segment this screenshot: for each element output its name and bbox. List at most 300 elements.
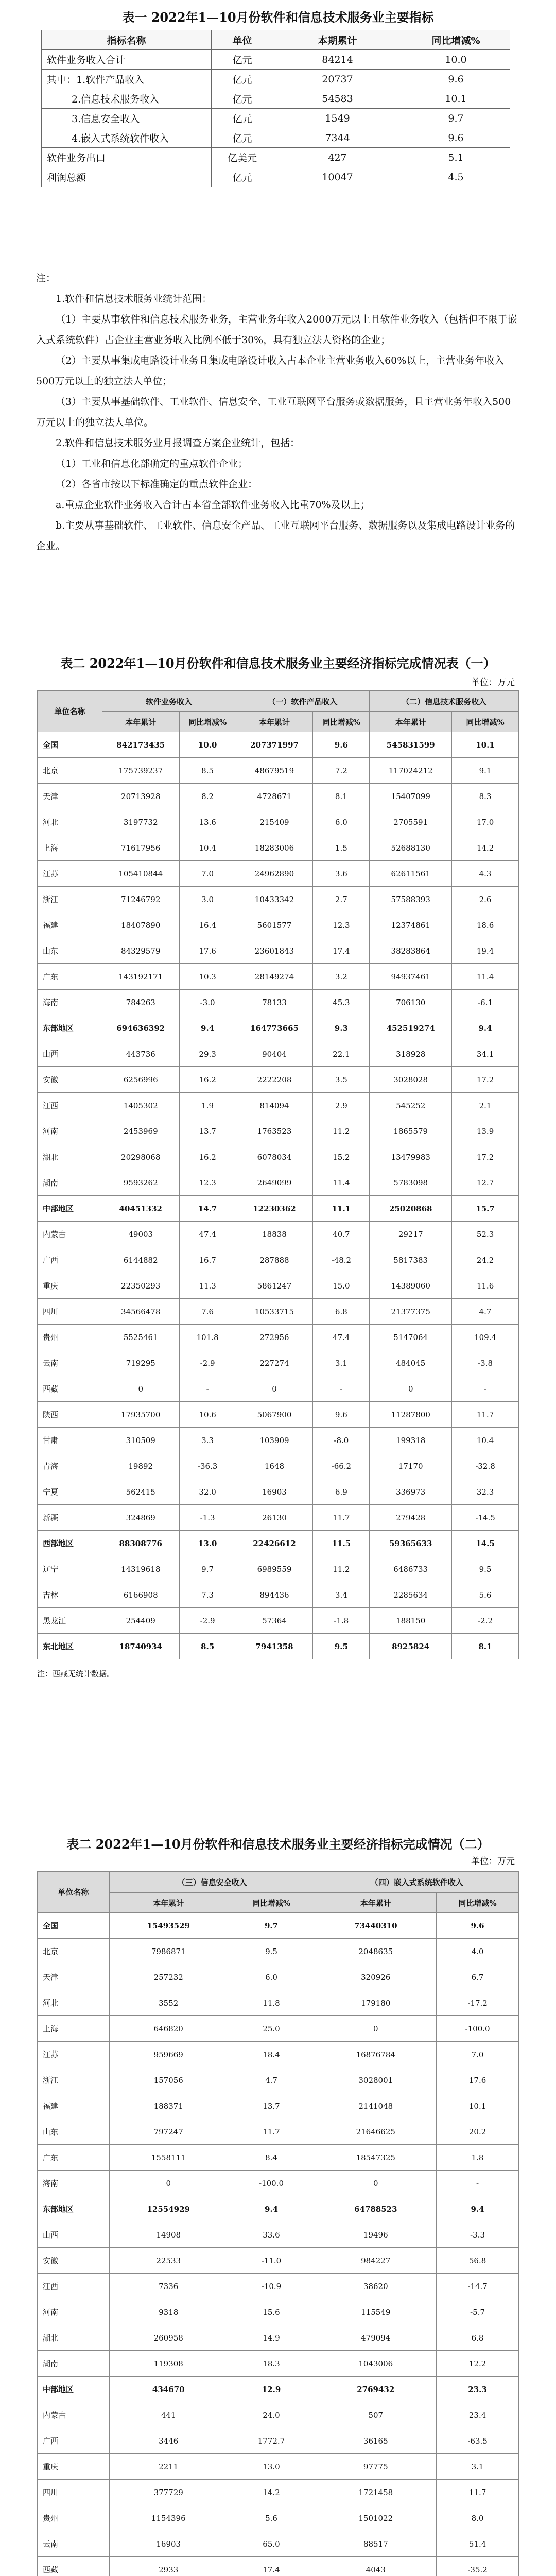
table2-cell-total: 18407890 xyxy=(102,912,179,938)
table3-cell-growth: - xyxy=(437,2171,519,2196)
table2-cell-growth: 16.4 xyxy=(179,912,236,938)
table2-row xyxy=(38,1299,519,1325)
table2-cell-growth: 8.1 xyxy=(452,1634,519,1659)
table3-cell-region: 浙江 xyxy=(38,2067,110,2093)
table2-cell-growth: 22.1 xyxy=(313,1041,370,1067)
table2-row xyxy=(38,1144,519,1170)
note-line: （1）主要从事软件和信息技术服务业务，主营业务年收入2000万元以上且软件业务收入（包括但不限于嵌入式系统软件）占企业主营业务收入比例不低于30%，具有独立法人资格的企业； xyxy=(36,314,517,346)
table2-cell-growth: -6.1 xyxy=(452,990,519,1015)
table2-cell-region: 河北 xyxy=(38,809,102,835)
table2-cell-growth: 7.0 xyxy=(179,861,236,887)
table2-cell-growth: 17.4 xyxy=(313,938,370,964)
table2-cell-total: 199318 xyxy=(370,1428,452,1453)
table2-row xyxy=(38,1041,519,1067)
table2-cell-total: 17935700 xyxy=(102,1402,179,1428)
table2-cell-growth: 12.7 xyxy=(452,1170,519,1196)
table2-cell-total: 175739237 xyxy=(102,758,179,784)
table2-group-service: （二）信息技术服务收入 xyxy=(370,691,519,712)
table2-cell-growth: 109.4 xyxy=(452,1325,519,1350)
table2-row xyxy=(38,887,519,912)
table3-cell-growth: 12.2 xyxy=(437,2351,519,2377)
table2-cell-region: 山东 xyxy=(38,938,102,964)
table3-sub-growth: 同比增减% xyxy=(228,1893,315,1913)
table2-group-row xyxy=(38,691,519,712)
table2-cell-total: 10533715 xyxy=(236,1299,313,1325)
table3-cell-region: 西藏 xyxy=(38,2557,110,2576)
table2-cell-growth: 13.9 xyxy=(452,1118,519,1144)
table3-group-row xyxy=(38,1872,519,1893)
table2-row xyxy=(38,912,519,938)
notes-label: 注： xyxy=(36,273,56,284)
table2-cell-growth: 16.2 xyxy=(179,1144,236,1170)
table2-unit-label: 单位：万元 xyxy=(471,677,515,688)
table2-cell-region: 广东 xyxy=(38,964,102,990)
table2-cell-total: 227274 xyxy=(236,1350,313,1376)
table2-cell-growth: 3.5 xyxy=(313,1067,370,1093)
table3-row xyxy=(38,1990,519,2016)
table3-cell-total: 64788523 xyxy=(315,2196,437,2222)
table2-cell-region: 吉林 xyxy=(38,1582,102,1608)
table1-cell-growth: 9.6 xyxy=(402,70,510,89)
table3-cell-total: 115549 xyxy=(315,2299,437,2325)
table3-cell-total: 377729 xyxy=(109,2480,228,2505)
table2-cell-total: 94937461 xyxy=(370,964,452,990)
table2-cell-total: 2285634 xyxy=(370,1582,452,1608)
table3-cell-total: 434670 xyxy=(109,2377,228,2402)
table3-cell-total: 507 xyxy=(315,2402,437,2428)
table3-row xyxy=(38,2505,519,2531)
table2-row xyxy=(38,1196,519,1222)
table2-cell-total: 34566478 xyxy=(102,1299,179,1325)
table2-cell-growth: 16.7 xyxy=(179,1247,236,1273)
table2-cell-region: 辽宁 xyxy=(38,1556,102,1582)
table3-cell-region: 湖北 xyxy=(38,2325,110,2351)
table2-row xyxy=(38,1556,519,1582)
table3-cell-region: 北京 xyxy=(38,1939,110,1964)
table2-cell-growth: 10.3 xyxy=(179,964,236,990)
table2-cell-total: 6166908 xyxy=(102,1582,179,1608)
table1-cell-growth: 9.7 xyxy=(402,109,510,128)
table2-row xyxy=(38,1247,519,1273)
table2-cell-growth: 10.0 xyxy=(179,732,236,758)
table2-cell-region: 内蒙古 xyxy=(38,1222,102,1247)
table1-cell-growth: 10.0 xyxy=(402,50,510,70)
table3-cell-growth: 65.0 xyxy=(228,2531,315,2557)
table2-cell-growth: 40.7 xyxy=(313,1222,370,1247)
table3-cell-total: 441 xyxy=(109,2402,228,2428)
table2-cell-growth: 9.4 xyxy=(179,1015,236,1041)
table2-cell-region: 重庆 xyxy=(38,1273,102,1299)
table3-cell-total: 260958 xyxy=(109,2325,228,2351)
table2-cell-growth: 11.2 xyxy=(313,1556,370,1582)
table3-row xyxy=(38,2325,519,2351)
table1-row xyxy=(42,50,510,70)
table2-cell-growth: 18.6 xyxy=(452,912,519,938)
table2-cell-growth: 11.4 xyxy=(313,1170,370,1196)
table2-cell-region: 河南 xyxy=(38,1118,102,1144)
table3-cell-total: 119308 xyxy=(109,2351,228,2377)
table1-cell-unit: 亿元 xyxy=(212,50,273,70)
table2-cell-total: 26130 xyxy=(236,1505,313,1531)
table2 xyxy=(37,690,519,1659)
table2-cell-total: 279428 xyxy=(370,1505,452,1531)
table2-row xyxy=(38,1118,519,1144)
table3-cell-growth: 5.6 xyxy=(228,2505,315,2531)
table2-cell-total: 143192171 xyxy=(102,964,179,990)
table3-cell-total: 179180 xyxy=(315,1990,437,2016)
table2-row xyxy=(38,1479,519,1505)
table2-row xyxy=(38,861,519,887)
table3-cell-total: 984227 xyxy=(315,2248,437,2274)
table1-cell-name: 软件业务出口 xyxy=(42,148,212,167)
table3-cell-total: 36165 xyxy=(315,2428,437,2454)
table2-cell-total: 2705591 xyxy=(370,809,452,835)
table1-cell-growth: 9.6 xyxy=(402,128,510,148)
table3-row xyxy=(38,1964,519,1990)
table3-row xyxy=(38,2402,519,2428)
table1-cell-value: 84214 xyxy=(273,50,402,70)
table2-cell-total: 78133 xyxy=(236,990,313,1015)
table3-group-security: （三）信息安全收入 xyxy=(109,1872,315,1893)
table2-cell-total: 14389060 xyxy=(370,1273,452,1299)
table2-sub-growth: 同比增减% xyxy=(452,712,519,732)
table2-cell-total: 23601843 xyxy=(236,938,313,964)
table2-cell-region: 青海 xyxy=(38,1453,102,1479)
table2-cell-growth: 2.1 xyxy=(452,1093,519,1118)
table3-cell-growth: 18.4 xyxy=(228,2042,315,2067)
table2-cell-growth: -36.3 xyxy=(179,1453,236,1479)
table3-cell-growth: 56.8 xyxy=(437,2248,519,2274)
note-line: a.重点企业软件业务收入合计占本省全部软件业务收入比重70%及以上； xyxy=(56,499,370,511)
table2-cell-total: 6256996 xyxy=(102,1067,179,1093)
table3-cell-total: 1154396 xyxy=(109,2505,228,2531)
table3-row xyxy=(38,2222,519,2248)
table1-row xyxy=(42,167,510,187)
table3-cell-region: 东部地区 xyxy=(38,2196,110,2222)
table2-cell-total: 18740934 xyxy=(102,1634,179,1659)
table2-row xyxy=(38,1093,519,1118)
table3-cell-growth: -17.2 xyxy=(437,1990,519,2016)
table3-cell-total: 0 xyxy=(315,2016,437,2042)
table3-cell-region: 全国 xyxy=(38,1913,110,1939)
table2-row xyxy=(38,784,519,809)
table2-cell-growth: 9.7 xyxy=(179,1556,236,1582)
table2-cell-total: 25020868 xyxy=(370,1196,452,1222)
table2-cell-total: 0 xyxy=(102,1376,179,1402)
note-line: （2）主要从事集成电路设计业务且集成电路设计收入占本企业主营业务收入60%以上，主营业务年收入500万元以上的独立法人单位； xyxy=(36,355,505,387)
table1-cell-name: 2.信息技术服务收入 xyxy=(42,89,212,109)
table2-row xyxy=(38,758,519,784)
table3-cell-total: 7336 xyxy=(109,2274,228,2299)
table2-cell-total: 90404 xyxy=(236,1041,313,1067)
table2-cell-growth: 8.2 xyxy=(179,784,236,809)
table3-row xyxy=(38,2145,519,2171)
table3-cell-total: 12554929 xyxy=(109,2196,228,2222)
table3-cell-total: 18547325 xyxy=(315,2145,437,2171)
table3-cell-total: 88517 xyxy=(315,2531,437,2557)
table2-cell-total: 62611561 xyxy=(370,861,452,887)
table2-row xyxy=(38,938,519,964)
table3-cell-growth: 15.6 xyxy=(228,2299,315,2325)
table2-cell-total: 719295 xyxy=(102,1350,179,1376)
table2-cell-region: 上海 xyxy=(38,835,102,861)
table3-cell-growth: -100.0 xyxy=(437,2016,519,2042)
table2-cell-growth: -2.9 xyxy=(179,1350,236,1376)
table2-cell-region: 黑龙江 xyxy=(38,1608,102,1634)
table3-row xyxy=(38,2557,519,2576)
note-line: （2）各省市按以下标准确定的重点软件企业： xyxy=(56,479,258,490)
table3-cell-total: 157056 xyxy=(109,2067,228,2093)
table3-cell-region: 山东 xyxy=(38,2119,110,2145)
table3-cell-growth: 8.0 xyxy=(437,2505,519,2531)
table3-row xyxy=(38,2480,519,2505)
table3-row xyxy=(38,1913,519,1939)
table2-cell-region: 全国 xyxy=(38,732,102,758)
table2-row xyxy=(38,732,519,758)
table2-cell-region: 宁夏 xyxy=(38,1479,102,1505)
table3-cell-growth: 12.9 xyxy=(228,2377,315,2402)
table3-row xyxy=(38,2067,519,2093)
table3-cell-region: 内蒙古 xyxy=(38,2402,110,2428)
table3-cell-region: 四川 xyxy=(38,2480,110,2505)
table2-group-software: 软件业务收入 xyxy=(102,691,236,712)
table3-cell-total: 38620 xyxy=(315,2274,437,2299)
table2-cell-growth: 15.0 xyxy=(313,1273,370,1299)
table2-row xyxy=(38,964,519,990)
table2-cell-total: 2453969 xyxy=(102,1118,179,1144)
table2-cell-growth: 7.6 xyxy=(179,1299,236,1325)
table2-cell-growth: 17.2 xyxy=(452,1067,519,1093)
table2-row xyxy=(38,1531,519,1556)
table2-cell-growth: 6.8 xyxy=(313,1299,370,1325)
table2-cell-total: 103909 xyxy=(236,1428,313,1453)
table2-cell-region: 福建 xyxy=(38,912,102,938)
table2-cell-growth: 32.0 xyxy=(179,1479,236,1505)
table3-cell-total: 21646625 xyxy=(315,2119,437,2145)
table2-cell-growth: 17.0 xyxy=(452,809,519,835)
table3-cell-region: 中部地区 xyxy=(38,2377,110,2402)
table2-cell-growth: 47.4 xyxy=(313,1325,370,1350)
table2-cell-growth: 3.1 xyxy=(313,1350,370,1376)
table2-cell-growth: -66.2 xyxy=(313,1453,370,1479)
table3-row xyxy=(38,2016,519,2042)
table3-cell-growth: -35.2 xyxy=(437,2557,519,2576)
table2-cell-total: 2222208 xyxy=(236,1067,313,1093)
table2-region-header: 单位名称 xyxy=(38,691,102,732)
table1-cell-value: 20737 xyxy=(273,70,402,89)
table3-cell-region: 广东 xyxy=(38,2145,110,2171)
table2-cell-region: 北京 xyxy=(38,758,102,784)
table2-cell-total: 71246792 xyxy=(102,887,179,912)
table2-cell-growth: 2.7 xyxy=(313,887,370,912)
table2-cell-growth: -8.0 xyxy=(313,1428,370,1453)
table3-cell-total: 19496 xyxy=(315,2222,437,2248)
table3-cell-total: 2933 xyxy=(109,2557,228,2576)
table3-cell-region: 海南 xyxy=(38,2171,110,2196)
table2-cell-region: 江苏 xyxy=(38,861,102,887)
table1-row xyxy=(42,148,510,167)
table2-sub-row xyxy=(38,712,519,732)
table3-cell-total: 15493529 xyxy=(109,1913,228,1939)
table3-cell-growth: -5.7 xyxy=(437,2299,519,2325)
table1-cell-unit: 亿元 xyxy=(212,109,273,128)
table3-row xyxy=(38,2093,519,2119)
table2-cell-growth: 13.0 xyxy=(179,1531,236,1556)
table2-cell-region: 东北地区 xyxy=(38,1634,102,1659)
table2-cell-growth: 11.7 xyxy=(452,1402,519,1428)
table3-cell-growth: 6.0 xyxy=(228,1964,315,1990)
table3-cell-region: 河北 xyxy=(38,1990,110,2016)
note-line: （3）主要从事基础软件、工业软件、信息安全、工业互联网平台服务或数据服务，且主营业务年收入500万元以上的独立法人单位。 xyxy=(36,396,511,428)
table2-cell-total: 13479983 xyxy=(370,1144,452,1170)
table2-cell-growth: 10.6 xyxy=(179,1402,236,1428)
table1-header-name: 指标名称 xyxy=(42,30,212,50)
table3-cell-total: 3446 xyxy=(109,2428,228,2454)
table2-cell-total: 84329579 xyxy=(102,938,179,964)
table3-cell-growth: -100.0 xyxy=(228,2171,315,2196)
table3-cell-growth: 4.7 xyxy=(228,2067,315,2093)
table2-cell-growth: - xyxy=(452,1376,519,1402)
table2-cell-total: 57588393 xyxy=(370,887,452,912)
table3-cell-total: 188371 xyxy=(109,2093,228,2119)
table2-cell-growth: -1.3 xyxy=(179,1505,236,1531)
table2-cell-total: 443736 xyxy=(102,1041,179,1067)
table3-row xyxy=(38,2351,519,2377)
table2-row xyxy=(38,1170,519,1196)
note-line: b.主要从事基础软件、工业软件、信息安全产品、工业互联网平台服务、数据服务以及集成电路设计业务的企业。 xyxy=(36,520,515,552)
note-line: 2.软件和信息技术服务业月报调查方案企业统计，包括： xyxy=(56,437,300,449)
table2-cell-total: 1648 xyxy=(236,1453,313,1479)
table2-cell-growth: -32.8 xyxy=(452,1453,519,1479)
table2-cell-growth: 2.9 xyxy=(313,1093,370,1118)
table3-cell-region: 上海 xyxy=(38,2016,110,2042)
table3-cell-total: 14908 xyxy=(109,2222,228,2248)
table2-cell-region: 西藏 xyxy=(38,1376,102,1402)
table2-cell-growth: 10.4 xyxy=(452,1428,519,1453)
table2-cell-total: 10433342 xyxy=(236,887,313,912)
table2-cell-growth: 17.6 xyxy=(179,938,236,964)
table2-cell-growth: 11.2 xyxy=(313,1118,370,1144)
table2-cell-growth: - xyxy=(179,1376,236,1402)
table2-cell-total: 545831599 xyxy=(370,732,452,758)
table1-cell-name: 其中：1.软件产品收入 xyxy=(42,70,212,89)
table3-sub-total: 本年累计 xyxy=(315,1893,437,1913)
table2-cell-region: 西部地区 xyxy=(38,1531,102,1556)
table2-cell-growth: 11.3 xyxy=(179,1273,236,1299)
table1-cell-value: 7344 xyxy=(273,128,402,148)
table3-cell-total: 4043 xyxy=(315,2557,437,2576)
table2-cell-total: 254409 xyxy=(102,1608,179,1634)
table3-cell-growth: 4.0 xyxy=(437,1939,519,1964)
table2-cell-total: 6144882 xyxy=(102,1247,179,1273)
table2-cell-total: 20298068 xyxy=(102,1144,179,1170)
table2-cell-total: 7941358 xyxy=(236,1634,313,1659)
table2-cell-growth: 6.9 xyxy=(313,1479,370,1505)
table3-row xyxy=(38,2454,519,2480)
table2-cell-total: 287888 xyxy=(236,1247,313,1273)
table2-cell-growth: 14.5 xyxy=(452,1531,519,1556)
table3-cell-growth: 1.8 xyxy=(437,2145,519,2171)
table1-cell-unit: 亿元 xyxy=(212,89,273,109)
table2-cell-total: 17170 xyxy=(370,1453,452,1479)
table3-cell-region: 重庆 xyxy=(38,2454,110,2480)
table3-cell-region: 江苏 xyxy=(38,2042,110,2067)
table2-cell-growth: -3.0 xyxy=(179,990,236,1015)
table1-cell-value: 10047 xyxy=(273,167,402,187)
table3-cell-growth: 51.4 xyxy=(437,2531,519,2557)
table2-cell-total: 0 xyxy=(236,1376,313,1402)
note-line: （1）工业和信息化部确定的重点软件企业； xyxy=(56,458,248,469)
table2-row xyxy=(38,1402,519,1428)
table2-row xyxy=(38,1273,519,1299)
table3-cell-region: 湖南 xyxy=(38,2351,110,2377)
table1-row xyxy=(42,128,510,148)
table2-cell-growth: 11.5 xyxy=(313,1531,370,1556)
table2-cell-growth: 8.5 xyxy=(179,1634,236,1659)
table1-header-growth: 同比增减% xyxy=(402,30,510,50)
table2-cell-growth: 11.6 xyxy=(452,1273,519,1299)
table2-sub-growth: 同比增减% xyxy=(313,712,370,732)
table3-cell-total: 7986871 xyxy=(109,1939,228,1964)
table3-cell-growth: 24.0 xyxy=(228,2402,315,2428)
table3-cell-region: 山西 xyxy=(38,2222,110,2248)
table2-cell-growth: 9.5 xyxy=(452,1556,519,1582)
table2-cell-growth: 9.6 xyxy=(313,732,370,758)
table2-cell-growth: 9.6 xyxy=(313,1402,370,1428)
table2-cell-total: 12374861 xyxy=(370,912,452,938)
table2-cell-total: 0 xyxy=(370,1376,452,1402)
table2-cell-growth: 6.0 xyxy=(313,809,370,835)
table2-cell-total: 5147064 xyxy=(370,1325,452,1350)
table3-row xyxy=(38,2042,519,2067)
table1 xyxy=(41,30,510,187)
table2-cell-growth: 3.2 xyxy=(313,964,370,990)
table2-cell-region: 甘肃 xyxy=(38,1428,102,1453)
table2-cell-growth: - xyxy=(313,1376,370,1402)
table2-cell-total: 15407099 xyxy=(370,784,452,809)
table3-cell-growth: -10.9 xyxy=(228,2274,315,2299)
table2-cell-growth: 12.3 xyxy=(179,1170,236,1196)
table2-row xyxy=(38,1582,519,1608)
table2-cell-growth: 9.3 xyxy=(313,1015,370,1041)
table3-cell-total: 2211 xyxy=(109,2454,228,2480)
table2-cell-growth: 24.2 xyxy=(452,1247,519,1273)
table2-cell-region: 安徽 xyxy=(38,1067,102,1093)
table2-cell-total: 188150 xyxy=(370,1608,452,1634)
table3-cell-growth: 11.7 xyxy=(437,2480,519,2505)
table2-cell-region: 陕西 xyxy=(38,1402,102,1428)
table2-cell-total: 18838 xyxy=(236,1222,313,1247)
table3-cell-total: 73440310 xyxy=(315,1913,437,1939)
table1-cell-growth: 10.1 xyxy=(402,89,510,109)
table1-cell-name: 软件业务收入合计 xyxy=(42,50,212,70)
table3-cell-total: 257232 xyxy=(109,1964,228,1990)
table2-cell-total: 6989559 xyxy=(236,1556,313,1582)
table3-cell-total: 797247 xyxy=(109,2119,228,2145)
table3-title: 表二 2022年1—10月份软件和信息技术服务业主要经济指标完成情况（二） xyxy=(66,1837,490,1852)
table3-cell-growth: 6.8 xyxy=(437,2325,519,2351)
table2-sub-total: 本年累计 xyxy=(370,712,452,732)
table1-cell-name: 4.嵌入式系统软件收入 xyxy=(42,128,212,148)
table2-cell-growth: -2.9 xyxy=(179,1608,236,1634)
table1-cell-unit: 亿元 xyxy=(212,70,273,89)
table3-row xyxy=(38,2531,519,2557)
table3-cell-growth: 11.7 xyxy=(228,2119,315,2145)
table2-cell-region: 四川 xyxy=(38,1299,102,1325)
table3-cell-growth: 6.7 xyxy=(437,1964,519,1990)
table2-cell-total: 52688130 xyxy=(370,835,452,861)
table2-cell-total: 28149274 xyxy=(236,964,313,990)
